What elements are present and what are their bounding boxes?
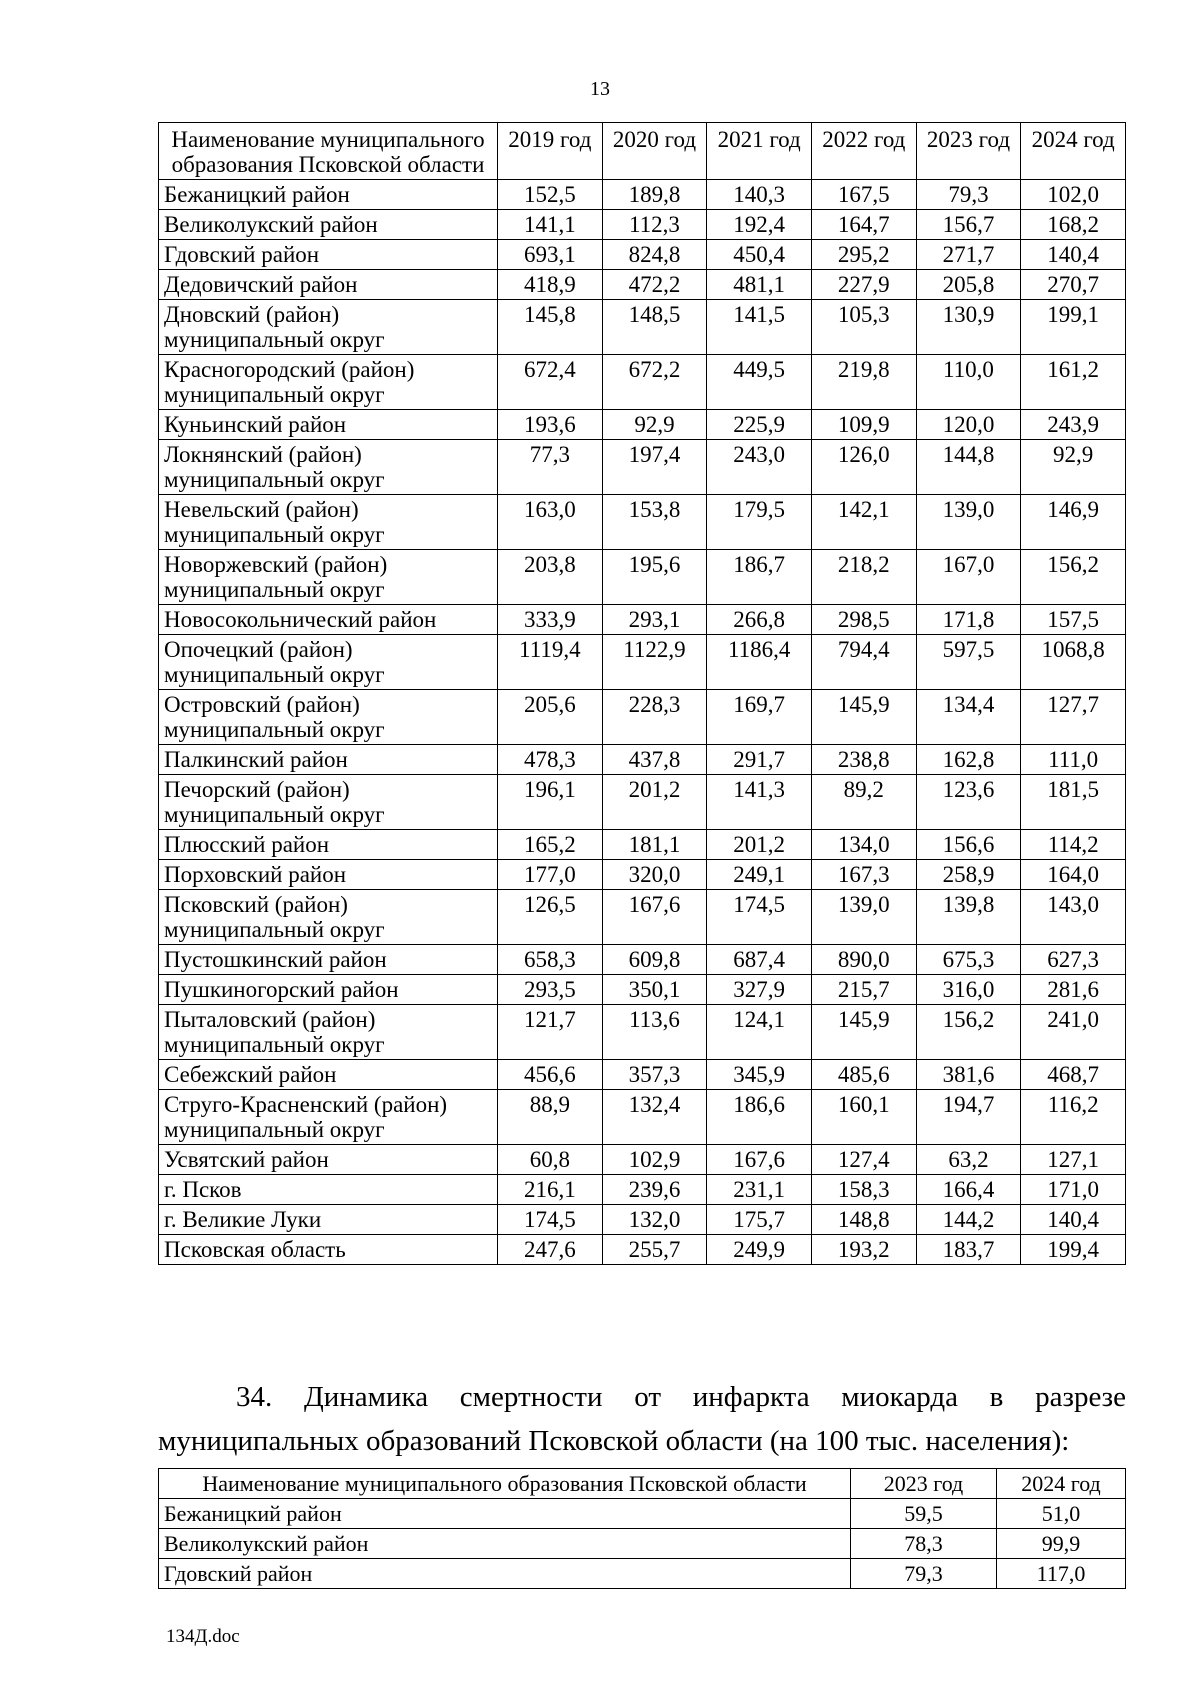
value-cell: 141,3 [707, 775, 812, 830]
municipality-name-cell: Гдовский район [159, 240, 498, 270]
value-cell: 160,1 [811, 1090, 916, 1145]
value-cell: 116,2 [1021, 1090, 1126, 1145]
value-cell: 114,2 [1021, 830, 1126, 860]
value-cell: 1122,9 [602, 635, 707, 690]
value-cell: 266,8 [707, 605, 812, 635]
header-year-column: 2019 год [498, 123, 603, 180]
value-cell: 112,3 [602, 210, 707, 240]
value-cell: 381,6 [916, 1060, 1021, 1090]
value-cell: 181,1 [602, 830, 707, 860]
municipality-name-cell: Псковский (район) муниципальный округ [159, 890, 498, 945]
table-row [159, 1235, 1126, 1265]
value-cell: 291,7 [707, 745, 812, 775]
value-cell: 141,5 [707, 300, 812, 355]
municipality-name-cell: Опочецкий (район) муниципальный округ [159, 635, 498, 690]
municipality-name-cell: Невельский (район) муниципальный округ [159, 495, 498, 550]
value-cell: 109,9 [811, 410, 916, 440]
value-cell: 179,5 [707, 495, 812, 550]
file-name-footer: 134Д.doc [166, 1626, 240, 1647]
municipality-name-cell: Гдовский район [159, 1559, 851, 1589]
page-number: 13 [590, 78, 610, 100]
value-cell: 219,8 [811, 355, 916, 410]
value-cell: 132,0 [602, 1205, 707, 1235]
value-cell: 228,3 [602, 690, 707, 745]
value-cell: 145,9 [811, 1005, 916, 1060]
header-year-column: 2022 год [811, 123, 916, 180]
value-cell: 196,1 [498, 775, 603, 830]
value-cell: 152,5 [498, 180, 603, 210]
municipality-name-cell: г. Великие Луки [159, 1205, 498, 1235]
table-row [159, 830, 1126, 860]
value-cell: 139,0 [811, 890, 916, 945]
value-cell: 166,4 [916, 1175, 1021, 1205]
value-cell: 450,4 [707, 240, 812, 270]
value-cell: 141,1 [498, 210, 603, 240]
value-cell: 171,0 [1021, 1175, 1126, 1205]
value-cell: 215,7 [811, 975, 916, 1005]
header-year-column: 2023 год [851, 1469, 997, 1499]
value-cell: 123,6 [916, 775, 1021, 830]
value-cell: 195,6 [602, 550, 707, 605]
value-cell: 153,8 [602, 495, 707, 550]
table-row [159, 1559, 1126, 1589]
value-cell: 105,3 [811, 300, 916, 355]
value-cell: 127,4 [811, 1145, 916, 1175]
value-cell: 197,4 [602, 440, 707, 495]
value-cell: 199,4 [1021, 1235, 1126, 1265]
value-cell: 139,8 [916, 890, 1021, 945]
table-row [159, 1005, 1126, 1060]
value-cell: 156,2 [1021, 550, 1126, 605]
table-row [159, 1529, 1126, 1559]
value-cell: 437,8 [602, 745, 707, 775]
value-cell: 227,9 [811, 270, 916, 300]
value-cell: 249,1 [707, 860, 812, 890]
value-cell: 243,0 [707, 440, 812, 495]
value-cell: 126,0 [811, 440, 916, 495]
value-cell: 111,0 [1021, 745, 1126, 775]
value-cell: 658,3 [498, 945, 603, 975]
value-cell: 225,9 [707, 410, 812, 440]
value-cell: 168,2 [1021, 210, 1126, 240]
table-row [159, 270, 1126, 300]
value-cell: 77,3 [498, 440, 603, 495]
table-row [159, 890, 1126, 945]
municipality-name-cell: Печорский (район) муниципальный округ [159, 775, 498, 830]
value-cell: 163,0 [498, 495, 603, 550]
municipality-name-cell: Пустошкинский район [159, 945, 498, 975]
value-cell: 127,1 [1021, 1145, 1126, 1175]
value-cell: 238,8 [811, 745, 916, 775]
municipality-name-cell: г. Псков [159, 1175, 498, 1205]
value-cell: 1186,4 [707, 635, 812, 690]
value-cell: 205,8 [916, 270, 1021, 300]
value-cell: 1119,4 [498, 635, 603, 690]
value-cell: 127,7 [1021, 690, 1126, 745]
value-cell: 468,7 [1021, 1060, 1126, 1090]
myocardial-infarction-table [158, 1468, 1126, 1589]
header-year-column: 2020 год [602, 123, 707, 180]
value-cell: 189,8 [602, 180, 707, 210]
value-cell: 132,4 [602, 1090, 707, 1145]
value-cell: 218,2 [811, 550, 916, 605]
value-cell: 140,4 [1021, 240, 1126, 270]
municipality-name-cell: Дедовичский район [159, 270, 498, 300]
table-header-row [159, 1469, 1126, 1499]
value-cell: 249,9 [707, 1235, 812, 1265]
value-cell: 186,6 [707, 1090, 812, 1145]
value-cell: 88,9 [498, 1090, 603, 1145]
value-cell: 418,9 [498, 270, 603, 300]
municipality-name-cell: Палкинский район [159, 745, 498, 775]
table-row [159, 410, 1126, 440]
value-cell: 597,5 [916, 635, 1021, 690]
value-cell: 186,7 [707, 550, 812, 605]
value-cell: 140,4 [1021, 1205, 1126, 1235]
municipality-name-cell: Псковская область [159, 1235, 498, 1265]
table-row [159, 860, 1126, 890]
table-row [159, 550, 1126, 605]
value-cell: 271,7 [916, 240, 1021, 270]
value-cell: 199,1 [1021, 300, 1126, 355]
municipality-name-cell: Пушкиногорский район [159, 975, 498, 1005]
header-name-column: Наименование муниципального образования Псковской области [159, 123, 498, 180]
value-cell: 183,7 [916, 1235, 1021, 1265]
value-cell: 345,9 [707, 1060, 812, 1090]
value-cell: 320,0 [602, 860, 707, 890]
table-row [159, 495, 1126, 550]
table-row [159, 1205, 1126, 1235]
section-heading-text: 34. Динамика смертности от инфаркта миокарда в разрезе муниципальных образований Псковской области (на 100 тыс. населения): [158, 1381, 1126, 1457]
value-cell: 890,0 [811, 945, 916, 975]
value-cell: 175,7 [707, 1205, 812, 1235]
header-year-column: 2023 год [916, 123, 1021, 180]
value-cell: 113,6 [602, 1005, 707, 1060]
value-cell: 102,0 [1021, 180, 1126, 210]
value-cell: 258,9 [916, 860, 1021, 890]
value-cell: 327,9 [707, 975, 812, 1005]
value-cell: 295,2 [811, 240, 916, 270]
value-cell: 167,6 [602, 890, 707, 945]
mortality-table-2019-2024 [158, 122, 1126, 1265]
municipality-name-cell: Бежаницкий район [159, 1499, 851, 1529]
value-cell: 350,1 [602, 975, 707, 1005]
municipality-name-cell: Локнянский (район) муниципальный округ [159, 440, 498, 495]
municipality-name-cell: Куньинский район [159, 410, 498, 440]
value-cell: 281,6 [1021, 975, 1126, 1005]
table-row [159, 210, 1126, 240]
value-cell: 130,9 [916, 300, 1021, 355]
value-cell: 449,5 [707, 355, 812, 410]
table-row [159, 975, 1126, 1005]
municipality-name-cell: Дновский (район) муниципальный округ [159, 300, 498, 355]
table-row [159, 1090, 1126, 1145]
table-row [159, 440, 1126, 495]
value-cell: 148,5 [602, 300, 707, 355]
value-cell: 192,4 [707, 210, 812, 240]
value-cell: 241,0 [1021, 1005, 1126, 1060]
table-row [159, 1145, 1126, 1175]
value-cell: 51,0 [997, 1499, 1126, 1529]
municipality-name-cell: Плюсский район [159, 830, 498, 860]
value-cell: 156,6 [916, 830, 1021, 860]
value-cell: 456,6 [498, 1060, 603, 1090]
value-cell: 110,0 [916, 355, 1021, 410]
value-cell: 174,5 [707, 890, 812, 945]
table-row [159, 690, 1126, 745]
municipality-name-cell: Красногородский (район) муниципальный округ [159, 355, 498, 410]
value-cell: 126,5 [498, 890, 603, 945]
header-year-column: 2021 год [707, 123, 812, 180]
header-year-column: 2024 год [1021, 123, 1126, 180]
value-cell: 231,1 [707, 1175, 812, 1205]
value-cell: 201,2 [602, 775, 707, 830]
value-cell: 145,9 [811, 690, 916, 745]
value-cell: 148,8 [811, 1205, 916, 1235]
value-cell: 158,3 [811, 1175, 916, 1205]
value-cell: 293,1 [602, 605, 707, 635]
value-cell: 177,0 [498, 860, 603, 890]
value-cell: 162,8 [916, 745, 1021, 775]
value-cell: 164,7 [811, 210, 916, 240]
value-cell: 169,7 [707, 690, 812, 745]
value-cell: 193,6 [498, 410, 603, 440]
value-cell: 481,1 [707, 270, 812, 300]
value-cell: 794,4 [811, 635, 916, 690]
municipality-name-cell: Струго-Красненский (район) муниципальный округ [159, 1090, 498, 1145]
table-row [159, 1060, 1126, 1090]
municipality-name-cell: Новоржевский (район) муниципальный округ [159, 550, 498, 605]
value-cell: 672,4 [498, 355, 603, 410]
value-cell: 485,6 [811, 1060, 916, 1090]
value-cell: 139,0 [916, 495, 1021, 550]
value-cell: 298,5 [811, 605, 916, 635]
value-cell: 142,1 [811, 495, 916, 550]
municipality-name-cell: Порховский район [159, 860, 498, 890]
municipality-name-cell: Бежаницкий район [159, 180, 498, 210]
value-cell: 157,5 [1021, 605, 1126, 635]
value-cell: 167,0 [916, 550, 1021, 605]
table-row [159, 635, 1126, 690]
municipality-name-cell: Великолукский район [159, 210, 498, 240]
value-cell: 134,4 [916, 690, 1021, 745]
value-cell: 134,0 [811, 830, 916, 860]
header-name-column: Наименование муниципального образования Псковской области [159, 1469, 851, 1499]
value-cell: 824,8 [602, 240, 707, 270]
value-cell: 59,5 [851, 1499, 997, 1529]
value-cell: 92,9 [602, 410, 707, 440]
value-cell: 144,8 [916, 440, 1021, 495]
value-cell: 609,8 [602, 945, 707, 975]
municipality-name-cell: Себежский район [159, 1060, 498, 1090]
table-row [159, 355, 1126, 410]
value-cell: 102,9 [602, 1145, 707, 1175]
value-cell: 124,1 [707, 1005, 812, 1060]
value-cell: 174,5 [498, 1205, 603, 1235]
table-row [159, 775, 1126, 830]
value-cell: 60,8 [498, 1145, 603, 1175]
value-cell: 627,3 [1021, 945, 1126, 975]
section-heading [158, 1375, 1126, 1463]
value-cell: 181,5 [1021, 775, 1126, 830]
value-cell: 63,2 [916, 1145, 1021, 1175]
value-cell: 201,2 [707, 830, 812, 860]
value-cell: 167,6 [707, 1145, 812, 1175]
header-year-column: 2024 год [997, 1469, 1126, 1499]
value-cell: 99,9 [997, 1529, 1126, 1559]
value-cell: 121,7 [498, 1005, 603, 1060]
value-cell: 146,9 [1021, 495, 1126, 550]
value-cell: 78,3 [851, 1529, 997, 1559]
table-row [159, 1499, 1126, 1529]
value-cell: 316,0 [916, 975, 1021, 1005]
value-cell: 164,0 [1021, 860, 1126, 890]
value-cell: 79,3 [916, 180, 1021, 210]
table-row [159, 180, 1126, 210]
value-cell: 79,3 [851, 1559, 997, 1589]
table-row [159, 300, 1126, 355]
value-cell: 687,4 [707, 945, 812, 975]
municipality-name-cell: Великолукский район [159, 1529, 851, 1559]
value-cell: 357,3 [602, 1060, 707, 1090]
municipality-name-cell: Островский (район) муниципальный округ [159, 690, 498, 745]
table-row [159, 240, 1126, 270]
value-cell: 167,5 [811, 180, 916, 210]
municipality-name-cell: Новосокольнический район [159, 605, 498, 635]
value-cell: 247,6 [498, 1235, 603, 1265]
value-cell: 167,3 [811, 860, 916, 890]
value-cell: 333,9 [498, 605, 603, 635]
value-cell: 165,2 [498, 830, 603, 860]
municipality-name-cell: Пыталовский (район) муниципальный округ [159, 1005, 498, 1060]
value-cell: 171,8 [916, 605, 1021, 635]
value-cell: 243,9 [1021, 410, 1126, 440]
value-cell: 672,2 [602, 355, 707, 410]
value-cell: 693,1 [498, 240, 603, 270]
value-cell: 156,2 [916, 1005, 1021, 1060]
table-header-row [159, 123, 1126, 180]
value-cell: 270,7 [1021, 270, 1126, 300]
table-row [159, 945, 1126, 975]
value-cell: 478,3 [498, 745, 603, 775]
value-cell: 156,7 [916, 210, 1021, 240]
value-cell: 140,3 [707, 180, 812, 210]
value-cell: 203,8 [498, 550, 603, 605]
value-cell: 1068,8 [1021, 635, 1126, 690]
value-cell: 117,0 [997, 1559, 1126, 1589]
value-cell: 239,6 [602, 1175, 707, 1205]
value-cell: 675,3 [916, 945, 1021, 975]
value-cell: 144,2 [916, 1205, 1021, 1235]
value-cell: 205,6 [498, 690, 603, 745]
table-row [159, 745, 1126, 775]
table-row [159, 1175, 1126, 1205]
value-cell: 92,9 [1021, 440, 1126, 495]
value-cell: 120,0 [916, 410, 1021, 440]
value-cell: 293,5 [498, 975, 603, 1005]
value-cell: 255,7 [602, 1235, 707, 1265]
value-cell: 193,2 [811, 1235, 916, 1265]
table-row [159, 605, 1126, 635]
municipality-name-cell: Усвятский район [159, 1145, 498, 1175]
value-cell: 472,2 [602, 270, 707, 300]
value-cell: 161,2 [1021, 355, 1126, 410]
value-cell: 89,2 [811, 775, 916, 830]
value-cell: 194,7 [916, 1090, 1021, 1145]
value-cell: 143,0 [1021, 890, 1126, 945]
value-cell: 145,8 [498, 300, 603, 355]
value-cell: 216,1 [498, 1175, 603, 1205]
